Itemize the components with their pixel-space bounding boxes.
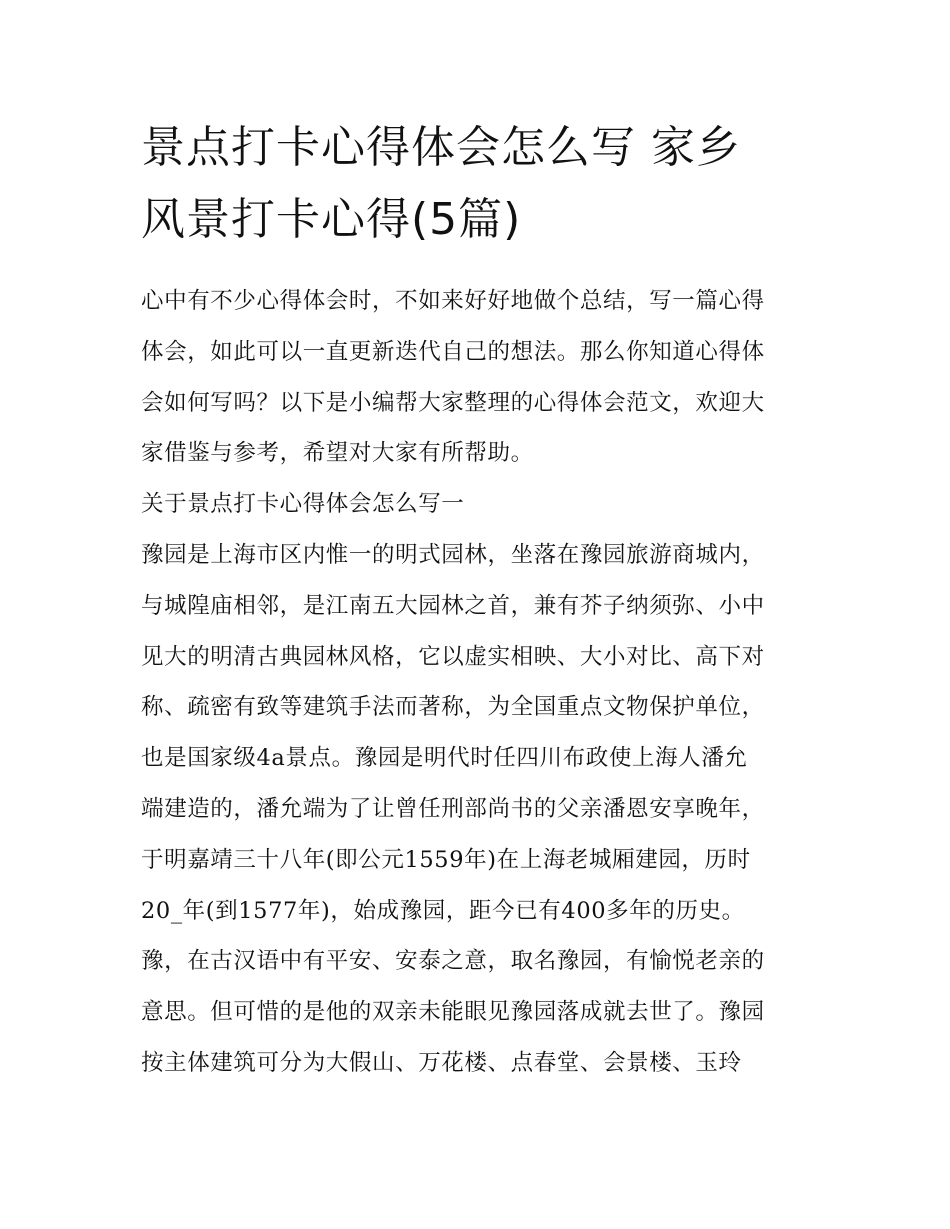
body-paragraph-1: 豫园是上海市区内惟一的明式园林，坐落在豫园旅游商城内， 与城隍庙相邻，是江南五大园林之首，兼有芥子纳须弥、小中 见大的明清古典园林风格，它以虚实相映、大小对比、高下对 称、疏密有致等建筑手法而著称，为全国重点文物保护单位， 也是国家级4a景点。豫园是明代时任四川布政使上海人潘允 端建造的，潘允端为了让曾任刑部尚书的父亲潘恩安享晚年， 于明嘉靖三十八年(即公元1559年)在上海老城厢建园，历时 20_年(到1577年)，始成豫园，距今已有400多年的历史。 [141, 542, 765, 924]
section-heading: 关于景点打卡心得体会怎么写一 [141, 491, 465, 517]
body-paragraph-2: 豫，在古汉语中有平安、安泰之意，取名豫园，有愉悦老亲的 意思。但可惜的是他的双亲未能眼见豫园落成就去世了。豫园 按主体建筑可分为大假山、万花楼、点春堂、会景楼、玉玲 [141, 948, 765, 1076]
document-title: 景点打卡心得体会怎么写 家乡 风景打卡心得(5篇) [141, 122, 741, 245]
intro-paragraph: 心中有不少心得体会时，不如来好好地做个总结，写一篇心得 体会，如此可以一直更新迭代自己的想法。那么你知道心得体 会如何写吗？以下是小编帮大家整理的心得体会范文，欢迎大 家借鉴与参考，希望对大家有所帮助。 [141, 288, 765, 467]
